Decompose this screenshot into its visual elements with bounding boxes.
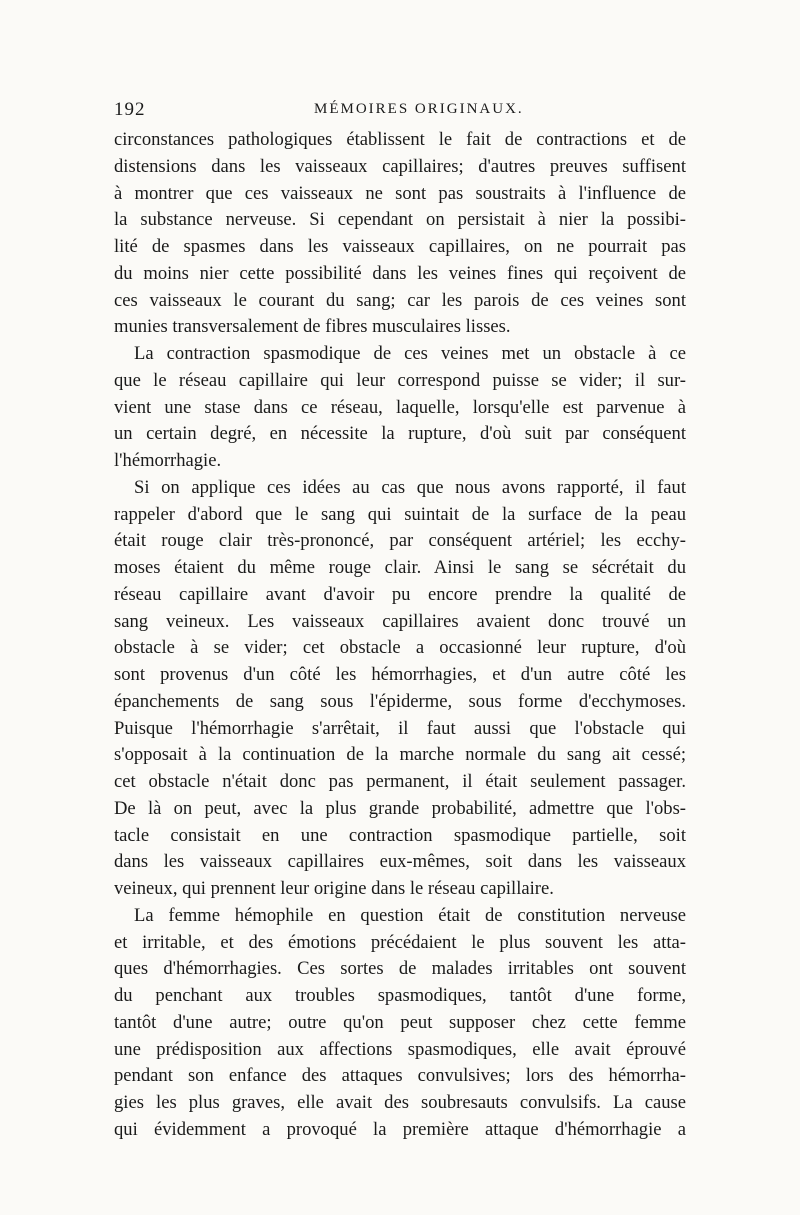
text-line: à montrer que ces vaisseaux ne sont pas soustraits à l'influence de — [114, 182, 686, 204]
text-line: et irritable, et des émotions précédaient le plus souvent les atta- — [114, 931, 686, 953]
text-line: sang veineux. Les vaisseaux capillaires avaient donc trouvé un — [114, 610, 686, 632]
page-header — [114, 99, 686, 125]
text-line: tacle consistait en une contraction spasmodique partielle, soit — [114, 824, 686, 846]
running-title: MÉMOIRES ORIGINAUX. — [314, 101, 524, 117]
text-line: De là on peut, avec la plus grande probabilité, admettre que l'obs- — [114, 797, 686, 819]
text-line: rappeler d'abord que le sang qui suintait de la surface de la peau — [114, 503, 686, 525]
text-line: l'hémorrhagie. — [114, 450, 222, 471]
text-line: était rouge clair très-prononcé, par conséquent artériel; les ecchy- — [114, 530, 686, 552]
text-line: dans les vaisseaux capillaires eux-mêmes, soit dans les vaisseaux — [114, 851, 686, 873]
text-line: pendant son enfance des attaques convulsives; lors des hémorrha- — [114, 1065, 686, 1087]
text-line: veineux, qui prennent leur origine dans le réseau capillaire. — [114, 878, 554, 899]
text-line: du penchant aux troubles spasmodiques, tantôt d'une forme, — [114, 985, 686, 1006]
text-line: qui évidemment a provoqué la première attaque d'hémorrhagie a — [114, 1118, 686, 1140]
text-line: s'opposait à la continuation de la marche normale du sang ait cessé; — [114, 744, 686, 766]
text-line: moses étaient du même rouge clair. Ainsi le sang se sécrétait du — [114, 557, 686, 578]
text-line: ces vaisseaux le courant du sang; car les parois de ces veines sont — [114, 289, 686, 311]
text-line: réseau capillaire avant d'avoir pu encore prendre la qualité de — [114, 583, 686, 605]
text-line: cet obstacle n'était donc pas permanent, il était seulement passager. — [114, 771, 686, 792]
text-line: obstacle à se vider; cet obstacle a occasionné leur rupture, d'où — [114, 637, 686, 659]
text-line: gies les plus graves, elle avait des soubresauts convulsifs. La cause — [114, 1092, 686, 1113]
text-line: munies transversalement de fibres musculaires lisses. — [114, 316, 511, 338]
text-line: que le réseau capillaire qui leur correspond puisse se vider; il sur- — [114, 369, 686, 391]
text-line: lité de spasmes dans les vaisseaux capillaires, on ne pourrait pas — [114, 236, 686, 257]
text-line: un certain degré, en nécessite la rupture, d'où suit par conséquent — [114, 423, 686, 445]
page-number: 192 — [114, 99, 146, 120]
text-line: Si on applique ces idées au cas que nous avons rapporté, il faut — [134, 476, 686, 498]
text-line: sont provenus d'un côté les hémorrhagies, et d'un autre côté les — [114, 664, 686, 685]
text-line: circonstances pathologiques établissent le fait de contractions et de — [114, 129, 686, 150]
text-line: Puisque l'hémorrhagie s'arrêtait, il faut aussi que l'obstacle qui — [114, 717, 686, 739]
text-line: tantôt d'une autre; outre qu'on peut supposer chez cette femme — [114, 1011, 686, 1033]
text-line: La femme hémophile en question était de constitution nerveuse — [134, 904, 686, 926]
text-line: une prédisposition aux affections spasmodiques, elle avait éprouvé — [114, 1038, 686, 1060]
text-line: vient une stase dans ce réseau, laquelle, lorsqu'elle est parvenue à — [114, 396, 686, 418]
text-line: ques d'hémorrhagies. Ces sortes de malades irritables ont souvent — [114, 958, 686, 980]
text-line: épanchements de sang sous l'épiderme, sous forme d'ecchymoses. — [114, 690, 686, 712]
text-line: du moins nier cette possibilité dans les veines fines qui reçoivent de — [114, 262, 686, 284]
text-line: la substance nerveuse. Si cependant on persistait à nier la possibi- — [114, 209, 686, 231]
text-line: La contraction spasmodique de ces veines met un obstacle à ce — [134, 343, 686, 364]
body-text — [114, 127, 686, 1144]
text-line: distensions dans les vaisseaux capillaires; d'autres preuves suffisent — [114, 155, 686, 177]
